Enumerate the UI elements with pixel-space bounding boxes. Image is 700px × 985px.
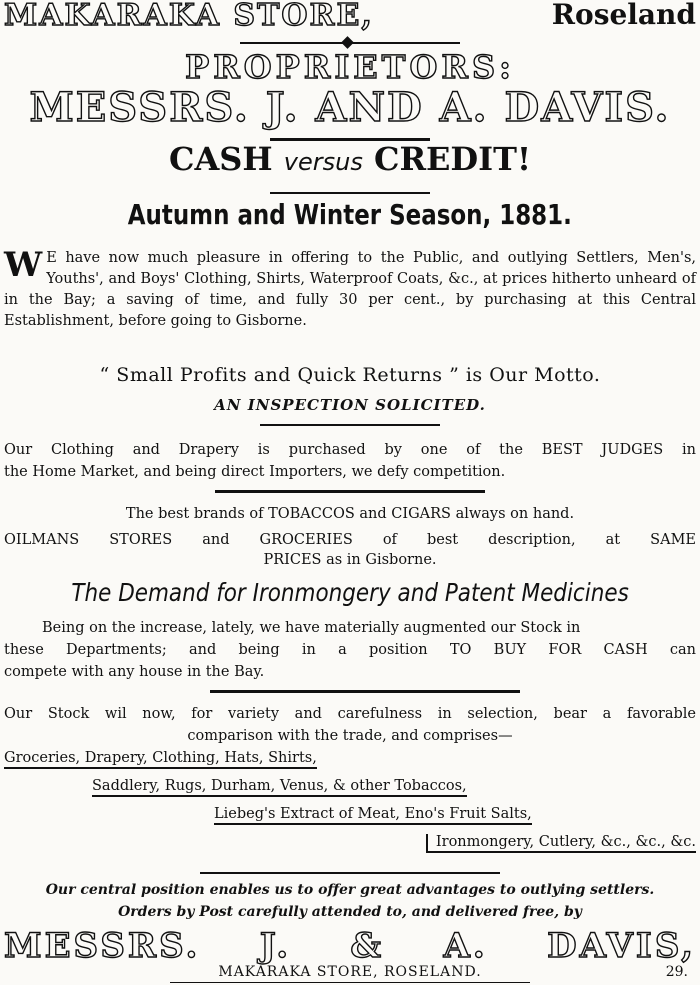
rule-left [240, 42, 350, 44]
ad-number: 29. [665, 964, 688, 980]
divider-4 [215, 490, 485, 493]
store-address: MAKARAKA STORE, ROSELAND. [218, 964, 482, 980]
cash-word: CASH [168, 140, 273, 178]
motto-line: “ Small Profits and Quick Returns ” is Our Motto. [99, 364, 601, 386]
demand-line-3: compete with any house in the Bay. [4, 664, 265, 680]
stock-line-2: comparison with the trade, and comprises— [187, 728, 513, 744]
versus-word: versus [283, 148, 363, 176]
address-underline [170, 982, 530, 983]
tobacco-line-3: PRICES as in Gisborne. [263, 552, 437, 568]
stock-item-3: Liebeg's Extract of Meat, Eno's Fruit Salts, [4, 806, 696, 822]
tobacco-line-2: OILMANS STORES and GROCERIES of best description, at SAME [4, 532, 696, 548]
clothing-line-2: the Home Market, and being direct Importers, we defy competition. [4, 464, 506, 480]
footer-owners: MESSRS. J. & A. DAVIS, [4, 926, 696, 966]
divider-5 [210, 690, 520, 693]
divider-6 [200, 872, 500, 874]
store-place: Roseland [551, 0, 696, 31]
intro-text: E have now much pleasure in offering to the Public, and outlying Settlers, Men's, Youths', and Boys' Clothing, Shirts, Waterproof Coats, &c., at prices hitherto unheard of in the Bay; a saving of time, and fully 30 per cent., by purchasing at this Central Establishment, before going to Gisborne. [4, 250, 696, 329]
stock-item-4: Ironmongery, Cutlery, &c., &c., &c. [4, 834, 696, 850]
tobacco-line-1: The best brands of TOBACCOS and CIGARS always on hand. [125, 506, 575, 522]
owners-heading: MESSRS. J. AND A. DAVIS. [29, 84, 671, 131]
stock-line-1: Our Stock wil now, for variety and carefulness in selection, bear a favorable [4, 706, 696, 722]
intro-paragraph [4, 245, 696, 332]
demand-line-1: Being on the increase, lately, we have materially augmented our Stock in [42, 620, 581, 636]
demand-heading: The Demand for Ironmongery and Patent Medicines [71, 578, 629, 607]
proprietors-heading: PROPRIETORS: [185, 48, 515, 86]
position-line: Our central position enables us to offer great advantages to outlying settlers. [45, 882, 655, 898]
post-line: Orders by Post carefully attended to, and delivered free, by [118, 904, 582, 920]
divider-3 [260, 424, 440, 426]
divider-2 [270, 192, 430, 194]
demand-line-2: these Departments; and being in a position TO BUY FOR CASH can [4, 642, 696, 658]
credit-word: CREDIT! [373, 140, 531, 178]
rule-right [350, 42, 460, 44]
store-name: MAKARAKA STORE, [4, 0, 374, 33]
stock-item-2: Saddlery, Rugs, Durham, Venus, & other Tobaccos, [4, 778, 696, 794]
drop-cap: W [4, 245, 43, 285]
cash-credit-headline [4, 140, 696, 178]
stock-item-1: Groceries, Drapery, Clothing, Hats, Shirts, [4, 750, 696, 766]
season-heading: Autumn and Winter Season, 1881. [127, 198, 573, 231]
store-header [4, 0, 696, 34]
inspection-line: AN INSPECTION SOLICITED. [214, 396, 486, 414]
clothing-line-1: Our Clothing and Drapery is purchased by one of the BEST JUDGES in [4, 442, 696, 458]
